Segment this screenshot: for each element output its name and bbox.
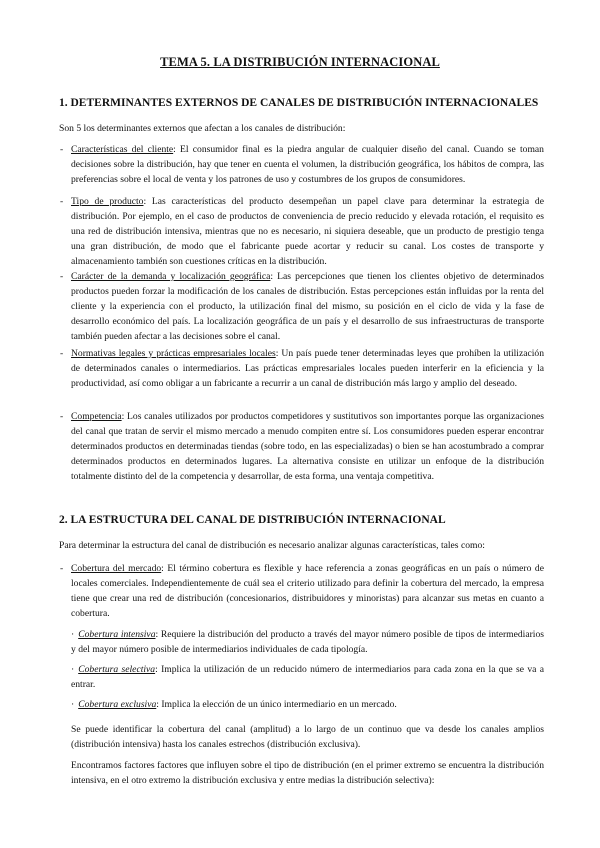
item-label: Cobertura del mercado: [71, 563, 162, 574]
section-2-intro: Para determinar la estructura del canal de distribución es necesario analizar algunas características, tales como:: [59, 540, 485, 551]
subitem-cobertura-intensiva: · Cobertura intensiva: Requiere la distribución del producto a través del mayor número posible de tipos de intermediarios y del mayor número posible de intermediarios individuales de cada tipología.: [71, 629, 545, 655]
list-item-normativas-legales: - Normativas legales y prácticas empresariales locales: Un país puede tener determinadas leyes que prohíben la utilización de determinados canales o intermediarios. Las prácticas empresariales locales pueden interferir en la eficiencia y la productividad, así como obligar a un fabricante a recurrir a un canal de distribución más largo y amplio del deseado.: [60, 348, 544, 389]
list-item-caracteristicas-cliente: - Características del cliente: El consumidor final es la piedra angular de cualquier diseño del canal. Cuando se toman decisiones sobre la distribución, hay que tener en cuenta el volumen, la distribución geográfica, los hábitos de compra, las preferencias sobre el local de venta y los patrones de uso y costumbres de los grupos de consumidores.: [60, 144, 544, 185]
subitem-text: : Requiere la distribución del producto a través del mayor número posible de tipos de intermediarios y del mayor número posible de intermediarios individuales de cada tipología.: [71, 629, 545, 655]
list-item-tipo-producto: - Tipo de producto: Las características del producto desempeñan un papel clave para determinar la estrategia de distribución. Por ejemplo, en el caso de productos de conveniencia de precio reducido y elevada rotación, el requisito es una red de distribución intensiva, mientras que no es necesario, ni siquiera deseable, que un producto de prestigio tenga una gran distribución, de modo que el fabricante puede acortar y reducir su canal. Los costes de transporte y almacenamiento también son cuestiones críticas en la distribución.: [60, 196, 544, 267]
item-label: Características del cliente: [71, 144, 174, 155]
item-text: : Las percepciones que tienen los clientes objetivo de determinados productos pueden forzar la modificación de los canales de distribución. Estas percepciones están influidas por la renta del cliente y la experiencia con el producto, la utilización final del mismo, su posición en el ciclo de vida y la fase de desarrollo económico del país. La localización geográfica de un país y el desarrollo de sus infraestructuras de transporte también pueden afectar a las decisiones sobre el canal.: [71, 271, 544, 342]
subitem-label: Cobertura selectiva: [78, 664, 156, 675]
document-title: TEMA 5. LA DISTRIBUCIÓN INTERNACIONAL: [160, 55, 440, 69]
subitem-cobertura-selectiva: · Cobertura selectiva: Implica la utilización de un reducido número de intermediarios para cada zona en la que se va a entrar.: [71, 664, 544, 690]
item-text: : Un país puede tener determinadas leyes que prohíben la utilización de determinados canales o intermediarios. Las prácticas empresariales locales pueden interferir en la eficiencia y la productividad, así como obligar a un fabricante a recurrir a un canal de distribución más largo y amplio del deseado.: [71, 348, 544, 389]
item-text: : Los canales utilizados por productos competidores y sustitutivos son importantes porque las organizaciones del canal que tratan de servir el mismo mercado a menudo compiten entre sí. Los consumidores pueden esperar encontrar determinados productos en determinadas tiendas (sobre todo, en las especializadas) o bien se han acostumbrado a comprar determinados productos en determinados lugares. La alternativa consiste en utilizar un enfoque de la distribución totalmente distinto del de la competencia y desarrollar, de esta forma, una ventaja competitiva.: [71, 411, 544, 482]
subitem-label: Cobertura intensiva: [78, 629, 156, 640]
subitem-text: : Implica la elección de un único intermediario en un mercado.: [156, 699, 397, 710]
item-text: : El término cobertura es flexible y hace referencia a zonas geográficas en un país o número de locales comerciales. Independientemente de cuál sea el criterio utilizado para definir la cobertura del mercado, la empresa tiene que crear una red de distribución (concesionarios, distribuidores y minoristas) para alcanzar sus metas en cuanto a cobertura.: [71, 563, 544, 619]
list-item-competencia: - Competencia: Los canales utilizados por productos competidores y sustitutivos son importantes porque las organizaciones del canal que tratan de servir el mismo mercado a menudo compiten entre sí. Los consumidores pueden esperar encontrar determinados productos en determinadas tiendas (sobre todo, en las especializadas) o bien se han acostumbrado a comprar determinados productos en determinados lugares. La alternativa consiste en utilizar un enfoque de la distribución totalmente distinto del de la competencia y desarrollar, de esta forma, una ventaja competitiva.: [60, 411, 544, 482]
item-label: Normativas legales y prácticas empresariales locales: [71, 348, 276, 359]
paragraph-factores: Encontramos factores factores que influyen sobre el tipo de distribución (en el primer extremo se encuentra la distribución intensiva, en el otro extremo la distribución exclusiva y entre medias la distribución selectiva):: [71, 760, 544, 786]
subitem-cobertura-exclusiva: · Cobertura exclusiva: Implica la elección de un único intermediario en un mercado.: [71, 699, 397, 710]
section-2-heading: 2. LA ESTRUCTURA DEL CANAL DE DISTRIBUCIÓN INTERNACIONAL: [59, 514, 446, 526]
section-1-intro: Son 5 los determinantes externos que afectan a los canales de distribución:: [59, 123, 346, 134]
item-text: : El consumidor final es la piedra angular de cualquier diseño del canal. Cuando se toman decisiones sobre la distribución, hay que tener en cuenta el volumen, la distribución geográfica, los hábitos de compra, las preferencias sobre el local de venta y los patrones de uso y costumbres de los grupos de consumidores.: [71, 144, 544, 185]
item-label: Tipo de producto: [71, 196, 144, 207]
subitem-text: : Implica la utilización de un reducido número de intermediarios para cada zona en la que se va a entrar.: [71, 664, 544, 690]
paragraph-cobertura-canal: Se puede identificar la cobertura del canal (amplitud) a lo largo de un continuo que va desde los canales amplios (distribución intensiva) hasta los canales estrechos (distribución exclusiva).: [71, 724, 544, 750]
item-label: Competencia: [71, 411, 122, 422]
subitem-label: Cobertura exclusiva: [78, 699, 157, 710]
list-item-cobertura-mercado: - Cobertura del mercado: El término cobertura es flexible y hace referencia a zonas geográficas en un país o número de locales comerciales. Independientemente de cuál sea el criterio utilizado para definir la cobertura del mercado, la empresa tiene que crear una red de distribución (concesionarios, distribuidores y minoristas) para alcanzar sus metas en cuanto a cobertura.: [60, 563, 544, 619]
item-text: : Las características del producto desempeñan un papel clave para determinar la estrategia de distribución. Por ejemplo, en el caso de productos de conveniencia de precio reducido y elevada rotación, el requisito es una red de distribución intensiva, mientras que no es necesario, ni siquiera deseable, que un producto de prestigio tenga una gran distribución, de modo que el fabricante puede acortar y reducir su canal. Los costes de transporte y almacenamiento también son cuestiones críticas en la distribución.: [71, 196, 544, 267]
list-item-caracter-demanda: - Carácter de la demanda y localización geográfica: Las percepciones que tienen los clientes objetivo de determinados productos pueden forzar la modificación de los canales de distribución. Estas percepciones están influidas por la renta del cliente y la experiencia con el producto, la utilización final del mismo, su posición en el ciclo de vida y la fase de desarrollo económico del país. La localización geográfica de un país y el desarrollo de sus infraestructuras de transporte también pueden afectar a las decisiones sobre el canal.: [60, 271, 544, 342]
item-label: Carácter de la demanda y localización geográfica: [71, 271, 271, 282]
section-1-heading: 1. DETERMINANTES EXTERNOS DE CANALES DE DISTRIBUCIÓN INTERNACIONALES: [59, 97, 539, 109]
